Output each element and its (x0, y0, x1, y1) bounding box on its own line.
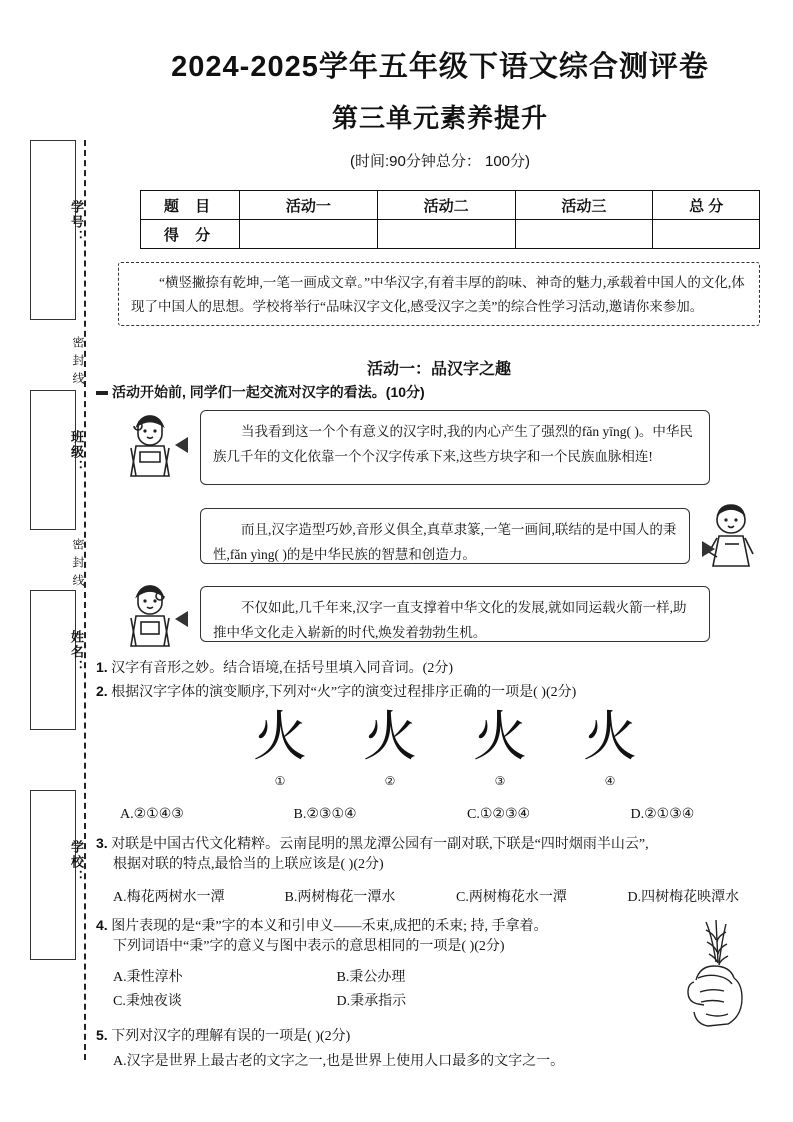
option-5-A[interactable]: A.汉字是世界上最古老的文字之一,也是世界上使用人口最多的文字之一。 (113, 1054, 565, 1069)
margin-field-xingming: 姓名： (69, 630, 84, 675)
question-5 (96, 1024, 786, 1048)
question-4-number: 4. (96, 917, 108, 933)
score-header-2: 活动二 (377, 191, 515, 220)
score-header-1: 活动一 (240, 191, 378, 220)
option-2-D[interactable]: D.②①③④ (630, 807, 695, 822)
score-header-4: 总 分 (653, 191, 760, 220)
table-row (141, 191, 760, 220)
option-4-B[interactable]: B.秉公办理 (336, 970, 406, 985)
option-2-B[interactable]: B.②③①④ (293, 807, 357, 822)
question-3-line2 (113, 854, 793, 876)
bubble-3-text: 不仅如此,几千年来,汉字一直支撑着中华文化的发展,就如同运载火箭一样,助推中华文化走入崭新的时代,焕发着勃勃生机。 (213, 600, 687, 640)
margin-field-xuehao: 学号： (69, 200, 84, 245)
glyph-label-4: ④ (604, 774, 616, 788)
question-3 (96, 832, 786, 856)
question-4-options-row1 (113, 966, 673, 986)
page-title-line2: 第三单元素养提升 (331, 103, 548, 133)
option-3-C[interactable]: C.两树梅花水一潭 (456, 890, 567, 905)
girl-student-avatar-1 (118, 412, 182, 482)
score-header-3: 活动三 (515, 191, 653, 220)
score-header-0: 题 目 (141, 191, 240, 220)
glyph-1: 火 (253, 707, 307, 767)
question-5-options (113, 1050, 793, 1070)
option-4-A[interactable]: A.秉性淳朴 (113, 970, 183, 985)
glyph-label-1: ① (274, 774, 286, 788)
glyph-4: 火 (583, 707, 637, 767)
hand-holding-grain-icon (676, 918, 768, 1028)
score-cell-3[interactable] (515, 220, 653, 249)
bubble-1-text: 当我看到这一个个有意义的汉字时,我的内心产生了强烈的fǎn yīng( )。中华民族几千年的文化依靠一个个汉字传承下来,这些方块字和一个民族血脉相连! (213, 424, 693, 464)
option-3-D[interactable]: D.四树梅花映潭水 (627, 890, 740, 905)
question-1-text: 汉字有音形之妙。结合语境,在括号里填入同音词。(2分) (111, 661, 454, 676)
girl-student-avatar-2 (118, 580, 182, 652)
intro-paragraph: “横竖撇捺有乾坤,一笔一画成文章。”中华汉字,有着丰厚的韵味、神奇的魅力,承载着中国人的文化,体现了中国人的思想。学校将举行“品味汉字文化,感受汉字之美”的综合性学习活动,邀请你来参加。 (118, 262, 760, 326)
bubble-2 (200, 508, 690, 564)
bullet-dash-icon (96, 391, 108, 395)
question-3-text-line1: 对联是中国古代文化精粹。云南昆明的黑龙潭公园有一副对联,下联是“四时烟雨半山云”, (111, 837, 649, 852)
question-3-number: 3. (96, 835, 108, 851)
option-3-B[interactable]: B.两树梅花一潭水 (284, 890, 396, 905)
option-2-A[interactable]: A.②①④③ (120, 807, 184, 822)
question-3-text-line2: 根据对联的特点,最恰当的上联应该是( )(2分) (113, 857, 384, 872)
option-2-C[interactable]: C.①②③④ (467, 807, 531, 822)
activity-lead-text: 活动开始前, 同学们一起交流对汉字的看法。(10分) (112, 384, 425, 400)
question-4-text-line2: 下列词语中“秉”字的意义与图中表示的意思相同的一项是( )(2分) (113, 939, 505, 954)
activity-lead (96, 382, 776, 402)
option-3-A[interactable]: A.梅花两树水一潭 (113, 890, 225, 905)
question-4-line2 (113, 936, 713, 958)
bubble-2-tail (690, 542, 702, 556)
bubble-1-tail (188, 438, 200, 452)
seal-line-text: 密封线 (71, 336, 85, 390)
glyph-label-2: ② (384, 774, 396, 788)
page-title-line1: 2024-2025学年五年级下语文综合测评卷 (171, 51, 709, 83)
bubble-1 (200, 410, 710, 485)
score-cell-2[interactable] (377, 220, 515, 249)
table-row (141, 220, 760, 249)
bubble-2-text: 而且,汉字造型巧妙,音形义俱全,真草隶篆,一笔一画间,联结的是中国人的秉性,fǎn yìng( )的是中华民族的智慧和创造力。 (213, 522, 677, 562)
score-cell-4[interactable] (653, 220, 760, 249)
question-2-number: 2. (96, 683, 108, 699)
score-table (140, 190, 760, 249)
margin-field-xuexiao: 学校： (69, 840, 84, 885)
margin-field-banji: 班级： (69, 430, 84, 475)
boy-student-avatar (700, 500, 766, 572)
score-cell-1[interactable] (240, 220, 378, 249)
bubble-3 (200, 586, 710, 642)
option-4-C[interactable]: C.秉烛夜谈 (113, 994, 182, 1009)
question-1-number: 1. (96, 659, 108, 675)
seal-line-text-2: 密封线 (71, 538, 85, 592)
question-2 (96, 680, 786, 704)
glyph-label-3: ③ (494, 774, 506, 788)
activity-title: 活动一：品汉字之趣 (366, 361, 511, 378)
question-4-options-row2 (113, 990, 673, 1010)
question-2-text: 根据汉字字体的演变顺序,下列对“火”字的演变过程排序正确的一项是( )(2分) (111, 685, 577, 700)
option-4-D[interactable]: D.秉承指示 (336, 994, 407, 1009)
question-5-number: 5. (96, 1027, 108, 1043)
bubble-3-tail (188, 612, 200, 626)
glyph-3: 火 (473, 707, 527, 767)
question-3-options (113, 886, 793, 906)
question-4 (96, 914, 696, 938)
question-2-options (120, 806, 780, 823)
glyph-2: 火 (363, 707, 417, 767)
page-subtitle: (时间:90分钟总分： 100分) (349, 153, 531, 170)
question-5-text: 下列对汉字的理解有误的一项是( )(2分) (111, 1029, 351, 1044)
question-1 (96, 656, 776, 680)
glyph-evolution-row (200, 706, 680, 788)
score-row-label: 得 分 (141, 220, 240, 249)
question-4-text-line1: 图片表现的是“秉”字的本义和引申义——禾束,成把的禾束; 持, 手拿着。 (111, 919, 548, 934)
